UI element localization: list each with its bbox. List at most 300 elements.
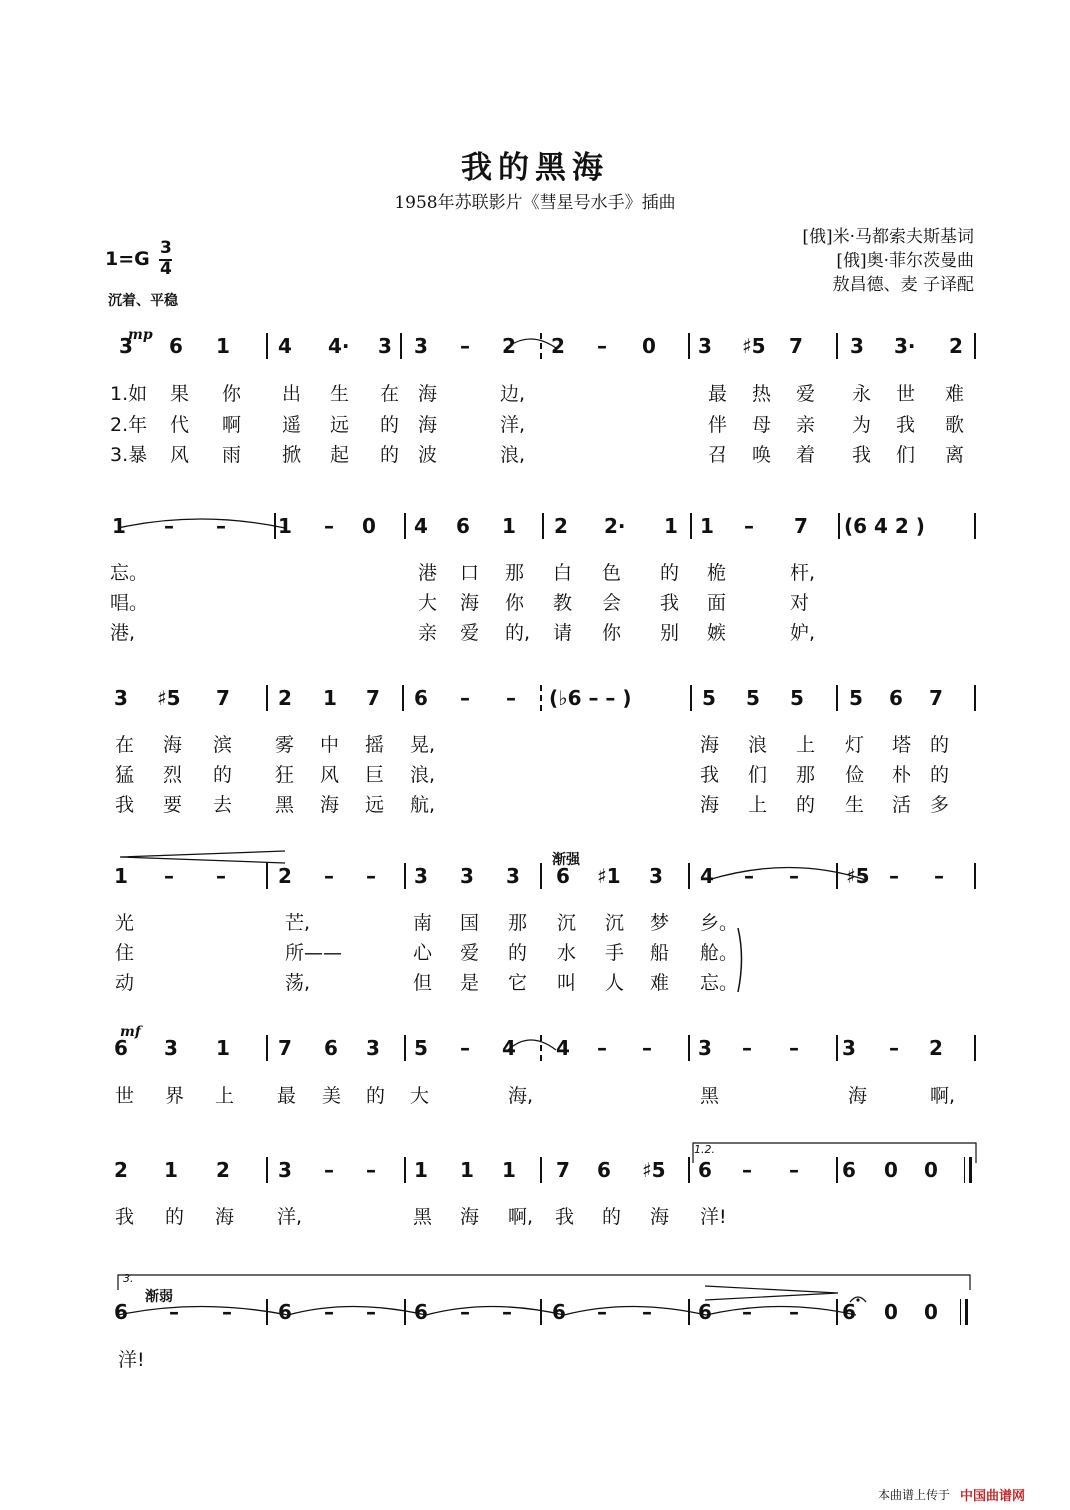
lyric-syllable: 爱 (796, 383, 816, 405)
lyric-syllable: 波 (418, 444, 438, 466)
note: 6 (597, 1158, 611, 1182)
note: 6 (842, 1300, 856, 1324)
lyric-syllable: 浪 (748, 734, 768, 756)
note: 1 (502, 1158, 516, 1182)
note: 6 (456, 514, 470, 538)
lyric-syllable: 我 (660, 592, 680, 614)
lyric-syllable: 最 (277, 1085, 297, 1107)
note: 0 (884, 1158, 898, 1182)
note: ♯5 (642, 1158, 666, 1182)
note: 6 (414, 686, 428, 710)
lyric-syllable: 大 (410, 1085, 430, 1107)
time-sig-bottom: 4 (160, 259, 172, 279)
note: 1 (114, 864, 128, 888)
note: 3 (164, 1036, 178, 1060)
lyric-syllable: 掀 (282, 444, 302, 466)
lyric-syllable: 塔 (892, 734, 912, 756)
translator-credit: 敖昌德、麦 子译配 (832, 275, 974, 295)
note: 3 (114, 686, 128, 710)
fermata-dot (856, 1298, 859, 1301)
lyric-syllable: 俭 (845, 764, 865, 786)
lyric-syllable: 口 (460, 562, 480, 584)
lyric-syllable: 的, (505, 622, 531, 644)
lyric-syllable: 大 (418, 592, 438, 614)
note: ♯5 (742, 334, 766, 358)
lyric-syllable: 的 (508, 942, 528, 964)
lyric-syllable: 光 (115, 912, 135, 934)
lyric-syllable: 动 (115, 972, 135, 994)
note: – (506, 686, 516, 710)
lyric-syllable: 它 (508, 972, 528, 994)
lyric-syllable: 黑 (700, 1085, 720, 1107)
note: – (742, 1158, 752, 1182)
lyric-syllable: 中 (320, 734, 340, 756)
volta-3-label: 3. (123, 1272, 134, 1285)
lyricist-credit: [俄]米·马都索夫斯基词 (802, 227, 974, 247)
lyric-syllable: 的 (380, 444, 400, 466)
lyric-syllable: 界 (165, 1085, 185, 1107)
note: 7 (216, 686, 230, 710)
lyric-syllable: 所—— (285, 942, 343, 964)
lyric-syllable: 芒, (285, 912, 311, 934)
note: 2 (216, 1158, 230, 1182)
lyric-syllable: 南 (413, 912, 433, 934)
lyric-syllable: 洋! (118, 1349, 145, 1371)
lyric-syllable: 海 (460, 592, 480, 614)
note: – (744, 864, 754, 888)
lyric-syllable: 出 (282, 383, 302, 405)
lyric-syllable: 在 (380, 383, 400, 405)
lyric-syllable: 的 (660, 562, 680, 584)
note: – (789, 1300, 799, 1324)
lyric-syllable: 雾 (275, 734, 295, 756)
lyric-syllable: 代 (170, 414, 190, 436)
note: – (789, 864, 799, 888)
lyric-syllable: 海 (700, 734, 720, 756)
note: – (366, 864, 376, 888)
note: 3 (278, 1158, 292, 1182)
note: – (222, 1300, 232, 1324)
lyric-syllable: 请 (553, 622, 573, 644)
lyric-syllable: 猛 (115, 764, 135, 786)
note: – (169, 1300, 179, 1324)
lyric-syllable: 去 (213, 794, 233, 816)
note: 7 (278, 1036, 292, 1060)
lyric-syllable: 人 (605, 972, 625, 994)
note: 3 (698, 334, 712, 358)
site-logo: 中国曲谱网 (960, 1489, 1026, 1504)
note: 7 (366, 686, 380, 710)
note: 1 (664, 514, 678, 538)
lyric-syllable: 洋! (700, 1206, 727, 1228)
lyric-syllable: 我 (115, 1206, 135, 1228)
note: 1 (278, 514, 292, 538)
note: 3· (894, 334, 916, 358)
lyric-syllable: 世 (896, 383, 916, 405)
note: – (164, 864, 174, 888)
note: 0 (924, 1158, 938, 1182)
lyric-syllable: 嫉 (707, 622, 727, 644)
lyric-syllable: 朴 (892, 764, 912, 786)
tie-line1 (506, 339, 556, 348)
lyric-syllable: 的 (380, 414, 400, 436)
lyric-syllable: 离 (945, 444, 965, 466)
decrescendo-hairpin (705, 1286, 838, 1300)
lyric-syllable: 国 (460, 912, 480, 934)
note: – (460, 1300, 470, 1324)
lyric-syllable: 那 (796, 764, 816, 786)
note: 3 (119, 334, 133, 358)
note: 5 (702, 686, 716, 710)
lyric-syllable: 住 (115, 942, 135, 964)
lyric-syllable: 海 (418, 383, 438, 405)
lyric-syllable: 遥 (282, 414, 302, 436)
lyric-syllable: 我 (115, 794, 135, 816)
lyric-syllable: 手 (605, 942, 625, 964)
note: – (502, 1300, 512, 1324)
note: 7 (794, 514, 808, 538)
note: 3 (850, 334, 864, 358)
note: 5 (414, 1036, 428, 1060)
note: 3 (698, 1036, 712, 1060)
note: – (460, 686, 470, 710)
lyric-syllable: 梦 (650, 912, 670, 934)
lyric-syllable: 啊, (508, 1206, 534, 1228)
lyric-syllable: 2.年 (110, 414, 148, 436)
lyric-syllable: 的 (930, 764, 950, 786)
note: 5 (849, 686, 863, 710)
lyric-syllable: 的 (602, 1206, 622, 1228)
note: 1 (460, 1158, 474, 1182)
note: 5 (746, 686, 760, 710)
crescendo-hairpin (120, 851, 285, 863)
note: 6 (552, 1300, 566, 1324)
lyric-syllable: 永 (852, 383, 872, 405)
note: 2 (114, 1158, 128, 1182)
note: – (324, 864, 334, 888)
lyric-syllable: 啊, (930, 1085, 956, 1107)
lyric-syllable: 晃, (410, 734, 436, 756)
note: 6 (698, 1158, 712, 1182)
note: – (597, 1300, 607, 1324)
note: 6 (698, 1300, 712, 1324)
lyric-syllable: 世 (115, 1085, 135, 1107)
lyric-syllable: 海 (848, 1085, 868, 1107)
note: (6 4 2 ) (844, 514, 925, 538)
lyric-syllable: 洋, (277, 1206, 303, 1228)
note: – (460, 334, 470, 358)
lyric-syllable: 远 (330, 414, 350, 436)
lyric-syllable: 爱 (460, 622, 480, 644)
lyric-syllable: 狂 (275, 764, 295, 786)
lyric-syllable: 船 (650, 942, 670, 964)
lyric-syllable: 别 (660, 622, 680, 644)
note: 3 (366, 1036, 380, 1060)
note: 1 (164, 1158, 178, 1182)
lyric-syllable: 荡, (285, 972, 311, 994)
note: – (324, 514, 334, 538)
lyric-syllable: 白 (553, 562, 573, 584)
lyric-syllable: 面 (707, 592, 727, 614)
note: 6 (324, 1036, 338, 1060)
lyric-syllable: 们 (748, 764, 768, 786)
composer-credit: [俄]奥·菲尔茨曼曲 (836, 251, 974, 271)
note: 1 (323, 686, 337, 710)
lyric-syllable: 风 (320, 764, 340, 786)
note: – (934, 864, 944, 888)
note: 2 (949, 334, 963, 358)
ties-line7 (118, 1307, 856, 1316)
note: ♯1 (597, 864, 621, 888)
note: – (366, 1300, 376, 1324)
lyric-syllable: 亲 (418, 622, 438, 644)
note: 1 (502, 514, 516, 538)
note: 2 (554, 514, 568, 538)
lyric-syllable: 雨 (222, 444, 242, 466)
dynamic-mp: mp (128, 327, 153, 343)
lyric-syllable: 召 (708, 444, 728, 466)
note: 6 (114, 1300, 128, 1324)
lyric-syllable: 边, (500, 383, 526, 405)
lyric-syllable: 着 (796, 444, 816, 466)
note: – (324, 1300, 334, 1324)
lyric-syllable: 我 (555, 1206, 575, 1228)
lyric-syllable: 风 (170, 444, 190, 466)
lyric-syllable: 我 (700, 764, 720, 786)
lyric-syllable: 叫 (557, 972, 577, 994)
note: 4 (414, 514, 428, 538)
lyric-syllable: 黑 (413, 1206, 433, 1228)
lyric-syllable: 那 (505, 562, 525, 584)
note: – (789, 1158, 799, 1182)
decrescendo-label: 渐弱 (145, 1289, 173, 1305)
volta-bracket-3 (118, 1275, 970, 1290)
lyric-syllable: 港, (110, 622, 136, 644)
lyric-syllable: 心 (413, 942, 433, 964)
note: 4 (556, 1036, 570, 1060)
lyric-syllable: 但 (413, 972, 433, 994)
note: 3 (414, 334, 428, 358)
song-title: 我的黑海 (461, 150, 609, 186)
lyric-syllable: 要 (163, 794, 183, 816)
lyric-syllable: 们 (896, 444, 916, 466)
note: 2· (604, 514, 626, 538)
lyric-syllable: 为 (852, 414, 872, 436)
lyric-syllable: 你 (222, 383, 242, 405)
lyric-syllable: 是 (460, 972, 480, 994)
lyric-syllable: 那 (508, 912, 528, 934)
lyric-syllable: 起 (330, 444, 350, 466)
note: 1 (112, 514, 126, 538)
lyric-syllable: 忘。 (110, 562, 149, 584)
lyric-syllable: 热 (752, 383, 772, 405)
lyric-syllable: 滨 (213, 734, 233, 756)
note: 2 (278, 686, 292, 710)
note: 1 (414, 1158, 428, 1182)
lyric-syllable: 唱。 (110, 592, 149, 614)
note: – (216, 864, 226, 888)
note: – (889, 864, 899, 888)
note: – (460, 1036, 470, 1060)
note: ♯5 (846, 864, 870, 888)
upload-notice: 本曲谱上传于 (878, 1488, 951, 1502)
lyric-syllable: 烈 (163, 764, 183, 786)
lyric-syllable: 歌 (945, 414, 965, 436)
note: (♭6 – – ) (549, 686, 632, 710)
lyric-syllable: 海 (215, 1206, 235, 1228)
lyric-syllable: 巨 (365, 764, 385, 786)
note: 0 (884, 1300, 898, 1324)
note: 3 (842, 1036, 856, 1060)
lyric-syllable: 海 (650, 1206, 670, 1228)
note: 6 (169, 334, 183, 358)
lyric-syllable: 上 (748, 794, 768, 816)
note: ♯5 (157, 686, 181, 710)
lyric-syllable: 母 (752, 414, 772, 436)
note: 6 (556, 864, 570, 888)
lyric-syllable: 黑 (275, 794, 295, 816)
lyric-syllable: 果 (170, 383, 190, 405)
note: 5 (790, 686, 804, 710)
note: 1 (216, 334, 230, 358)
lyric-syllable: 生 (330, 383, 350, 405)
lyric-syllable: 最 (708, 383, 728, 405)
note: 3 (506, 864, 520, 888)
note: 6 (414, 1300, 428, 1324)
lyric-syllable: 难 (650, 972, 670, 994)
note: – (642, 1036, 652, 1060)
note: 4· (328, 334, 350, 358)
verse-brace (738, 928, 742, 992)
lyric-syllable: 美 (322, 1085, 342, 1107)
crescendo-label: 渐强 (552, 852, 580, 868)
lyric-syllable: 海 (320, 794, 340, 816)
lyric-syllable: 教 (553, 592, 573, 614)
lyric-syllable: 海 (163, 734, 183, 756)
note: – (642, 1300, 652, 1324)
lyric-syllable: 多 (930, 794, 950, 816)
lyric-syllable: 航, (410, 794, 436, 816)
slur-line4 (708, 868, 866, 881)
lyric-syllable: 我 (896, 414, 916, 436)
lyric-syllable: 舱。 (700, 942, 739, 964)
note: 3 (414, 864, 428, 888)
note: 7 (789, 334, 803, 358)
lyric-syllable: 对 (790, 592, 810, 614)
note: – (366, 1158, 376, 1182)
time-sig-top: 3 (160, 238, 172, 258)
lyric-syllable: 远 (365, 794, 385, 816)
note: – (742, 1036, 752, 1060)
lyric-syllable: 沉 (605, 912, 625, 934)
note: 7 (929, 686, 943, 710)
lyric-syllable: 的 (165, 1206, 185, 1228)
lyric-syllable: 洋, (500, 414, 526, 436)
lyric-syllable: 灯 (845, 734, 865, 756)
note: 6 (114, 1036, 128, 1060)
lyric-syllable: 1.如 (110, 383, 148, 405)
note: – (216, 514, 226, 538)
note: 4 (502, 1036, 516, 1060)
lyric-syllable: 桅 (707, 562, 727, 584)
lyric-syllable: 上 (215, 1085, 235, 1107)
note: 6 (889, 686, 903, 710)
note: 6 (842, 1158, 856, 1182)
lyric-syllable: 杆, (790, 562, 816, 584)
lyric-syllable: 浪, (500, 444, 526, 466)
note: – (789, 1036, 799, 1060)
lyric-syllable: 啊 (222, 414, 242, 436)
lyric-syllable: 色 (602, 562, 622, 584)
lyric-syllable: 在 (115, 734, 135, 756)
lyric-syllable: 海 (418, 414, 438, 436)
note: – (164, 514, 174, 538)
lyric-syllable: 水 (557, 942, 577, 964)
lyric-syllable: 唤 (752, 444, 772, 466)
note: 1 (700, 514, 714, 538)
lyric-syllable: 摇 (365, 734, 385, 756)
note: – (889, 1036, 899, 1060)
lyric-syllable: 难 (945, 383, 965, 405)
note: 3 (460, 864, 474, 888)
lyric-syllable: 伴 (708, 414, 728, 436)
note: 2 (551, 334, 565, 358)
lyric-syllable: 港 (418, 562, 438, 584)
note: – (742, 1300, 752, 1324)
lyric-syllable: 的 (213, 764, 233, 786)
lyric-syllable: 爱 (460, 942, 480, 964)
note: 0 (642, 334, 656, 358)
lyric-syllable: 的 (930, 734, 950, 756)
note: 2 (929, 1036, 943, 1060)
note: – (597, 334, 607, 358)
note: 0 (924, 1300, 938, 1324)
lyric-syllable: 活 (892, 794, 912, 816)
lyric-syllable: 海 (700, 794, 720, 816)
tie-line2 (118, 519, 285, 528)
lyric-syllable: 的 (366, 1085, 386, 1107)
note: 2 (278, 864, 292, 888)
volta-1-2-label: 1.2. (694, 1143, 715, 1156)
note: 6 (278, 1300, 292, 1324)
key-signature: 1=G (105, 248, 150, 270)
note: 3 (649, 864, 663, 888)
lyric-syllable: 乡。 (700, 912, 739, 934)
lyric-syllable: 会 (602, 592, 622, 614)
note: 3 (378, 334, 392, 358)
lyric-syllable: 忘。 (700, 972, 739, 994)
tie-line5 (508, 1040, 556, 1050)
note: – (597, 1036, 607, 1060)
dynamic-mf: mf (120, 1024, 141, 1040)
lyric-syllable: 海 (460, 1206, 480, 1228)
lyric-syllable: 你 (602, 622, 622, 644)
note: 2 (502, 334, 516, 358)
note: 4 (278, 334, 292, 358)
lyric-syllable: 你 (505, 592, 525, 614)
note: 0 (362, 514, 376, 538)
song-subtitle: 1958年苏联影片《彗星号水手》插曲 (394, 193, 676, 213)
lyric-syllable: 海, (508, 1085, 534, 1107)
note: 1 (216, 1036, 230, 1060)
lyric-syllable: 浪, (410, 764, 436, 786)
lyric-syllable: 我 (852, 444, 872, 466)
tempo-marking: 沉着、平稳 (108, 293, 178, 309)
note: – (744, 514, 754, 538)
lyric-syllable: 生 (845, 794, 865, 816)
lyric-syllable: 上 (796, 734, 816, 756)
volta-bracket-1-2 (693, 1143, 976, 1163)
